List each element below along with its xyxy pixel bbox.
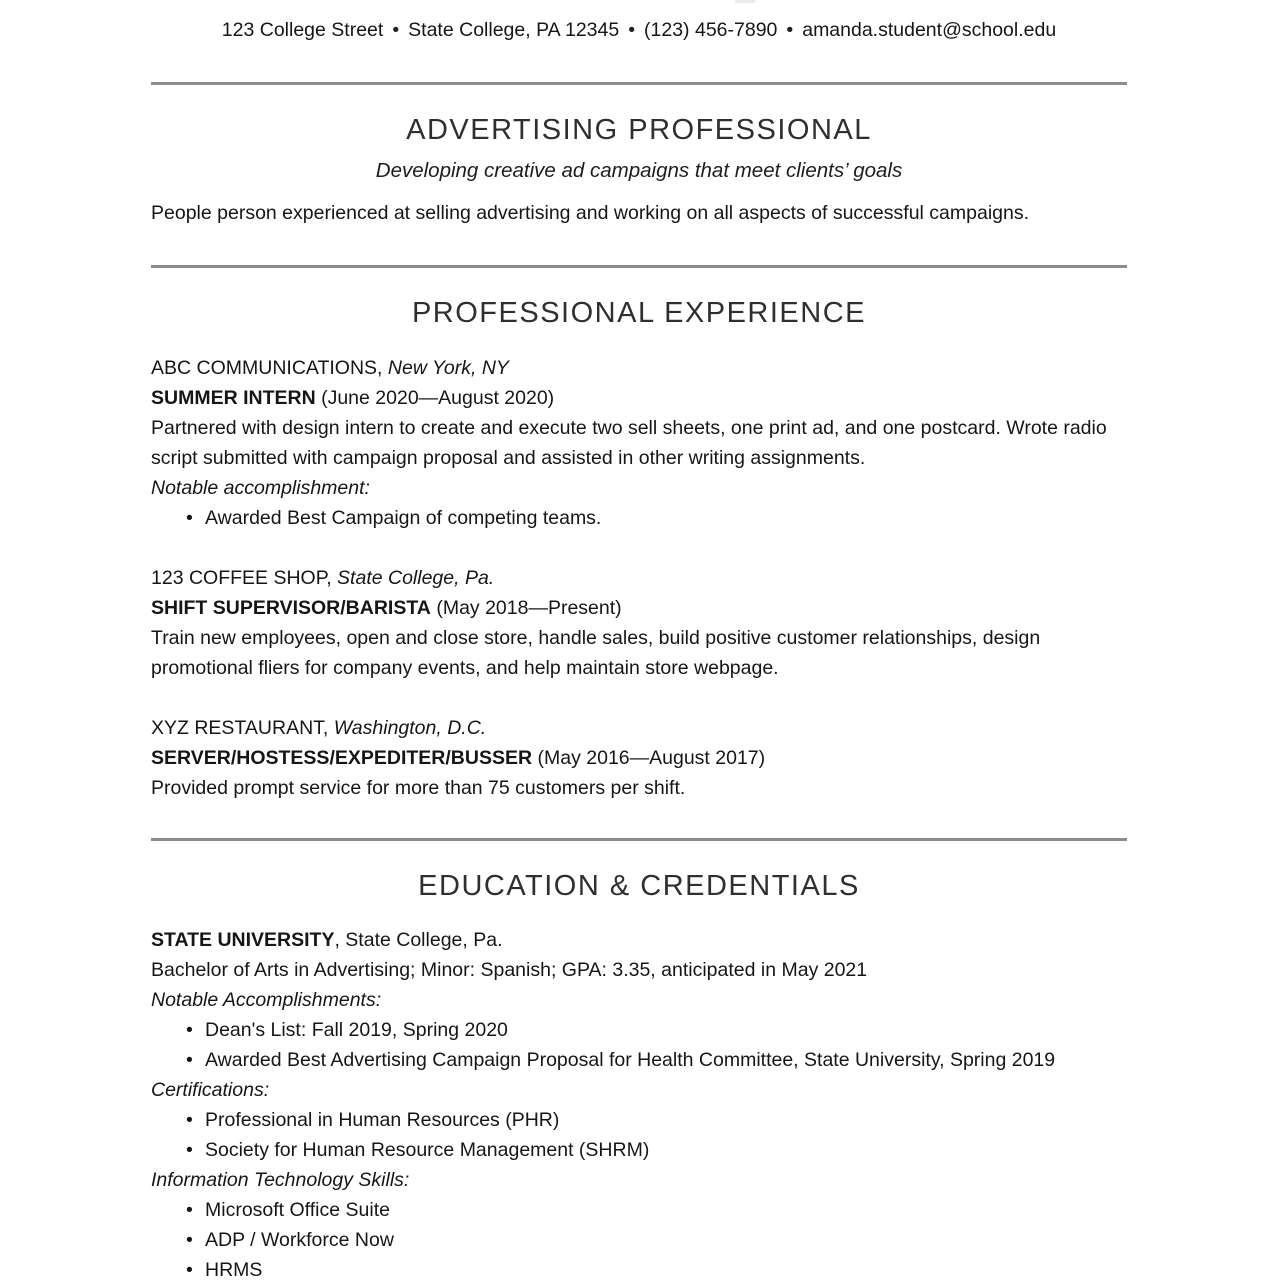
bullet-separator: • [786,19,794,41]
education-entry [151,925,1127,1285]
contact-line [151,0,1127,45]
accomplishment-item: • Awarded Best Campaign of competing teams. [151,503,1127,533]
section-heading-experience: PROFESSIONAL EXPERIENCE [411,297,867,329]
list-item: • Dean's List: Fall 2019, Spring 2020 [151,1015,1127,1045]
company-line [151,563,1127,593]
list-item: • Microsoft Office Suite [151,1195,1127,1225]
title-line [151,743,1127,773]
school-name: STATE UNIVERSITY [151,929,335,951]
contact-phone: (123) 456-7890 [644,19,778,41]
contact-city: State College, PA 12345 [408,19,620,41]
job-dates: (June 2020—August 2020) [321,387,555,409]
job-title: SHIFT SUPERVISOR/BARISTA [151,597,431,619]
group-label-certifications: Certifications: [151,1079,270,1101]
list-item: • HRMS [151,1255,1127,1285]
job-entry [151,353,1127,533]
job-location: State College, Pa. [337,567,495,589]
list-item: • Awarded Best Advertising Campaign Proposal for Health Committee, State University, Spring 2019 [151,1045,1127,1075]
company-line [151,353,1127,383]
job-dates: (May 2018—Present) [436,597,622,619]
bullet-separator: • [392,19,400,41]
company-name: 123 COFFEE SHOP, [151,567,332,589]
job-title: SUMMER INTERN [151,387,316,409]
contact-address: 123 College Street [221,19,384,41]
title-line [151,593,1127,623]
resume-tagline: Developing creative ad campaigns that meet clients’ goals [375,159,903,182]
group-label-it-skills: Information Technology Skills: [151,1169,410,1191]
job-entry [151,563,1127,683]
degree-line: Bachelor of Arts in Advertising; Minor: Spanish; GPA: 3.35, anticipated in May 2021 [151,959,868,981]
job-location: Washington, D.C. [333,717,487,739]
resume-title: ADVERTISING PROFESSIONAL [406,114,872,146]
cut-off-name-remnant [735,0,755,3]
certifications-list [151,1105,1127,1165]
summary-text: People person experienced at selling advertising and working on all aspects of successful campaigns. [151,202,1030,224]
bullet-separator: • [628,19,636,41]
list-item: • Society for Human Resource Management (SHRM) [151,1135,1127,1165]
job-description: Train new employees, open and close store, handle sales, build positive customer relationships, design promotional fliers for company events, and help maintain store webpage. [151,627,1041,679]
job-description: Partnered with design intern to create and execute two sell sheets, one print ad, and one postcard. Wrote radio script submitted with campaign proposal and assisted in other writing assignments. [151,417,1107,469]
section-heading-education: EDUCATION & CREDENTIALS [418,870,860,902]
it-skills-list [151,1195,1127,1285]
title-line [151,383,1127,413]
company-name: XYZ RESTAURANT, [151,717,329,739]
company-line [151,713,1127,743]
accomplishments-label: Notable accomplishment: [151,477,370,499]
section-divider [151,82,1127,85]
job-title: SERVER/HOSTESS/EXPEDITER/BUSSER [151,747,533,769]
company-name: ABC COMMUNICATIONS, [151,357,383,379]
school-location: , State College, Pa. [334,929,503,951]
job-dates: (May 2016—August 2017) [537,747,766,769]
group-label-accomplishments: Notable Accomplishments: [151,989,382,1011]
job-entry [151,713,1127,803]
accomplishments-list [151,503,1127,533]
school-line [151,925,1127,955]
section-divider [151,265,1127,268]
section-divider [151,838,1127,841]
accomplishments-list [151,1015,1127,1075]
list-item: • ADP / Workforce Now [151,1225,1127,1255]
list-item: • Professional in Human Resources (PHR) [151,1105,1127,1135]
job-location: New York, NY [387,357,509,379]
job-description: Provided prompt service for more than 75 customers per shift. [151,777,686,799]
contact-email: amanda.student@school.edu [802,19,1057,41]
